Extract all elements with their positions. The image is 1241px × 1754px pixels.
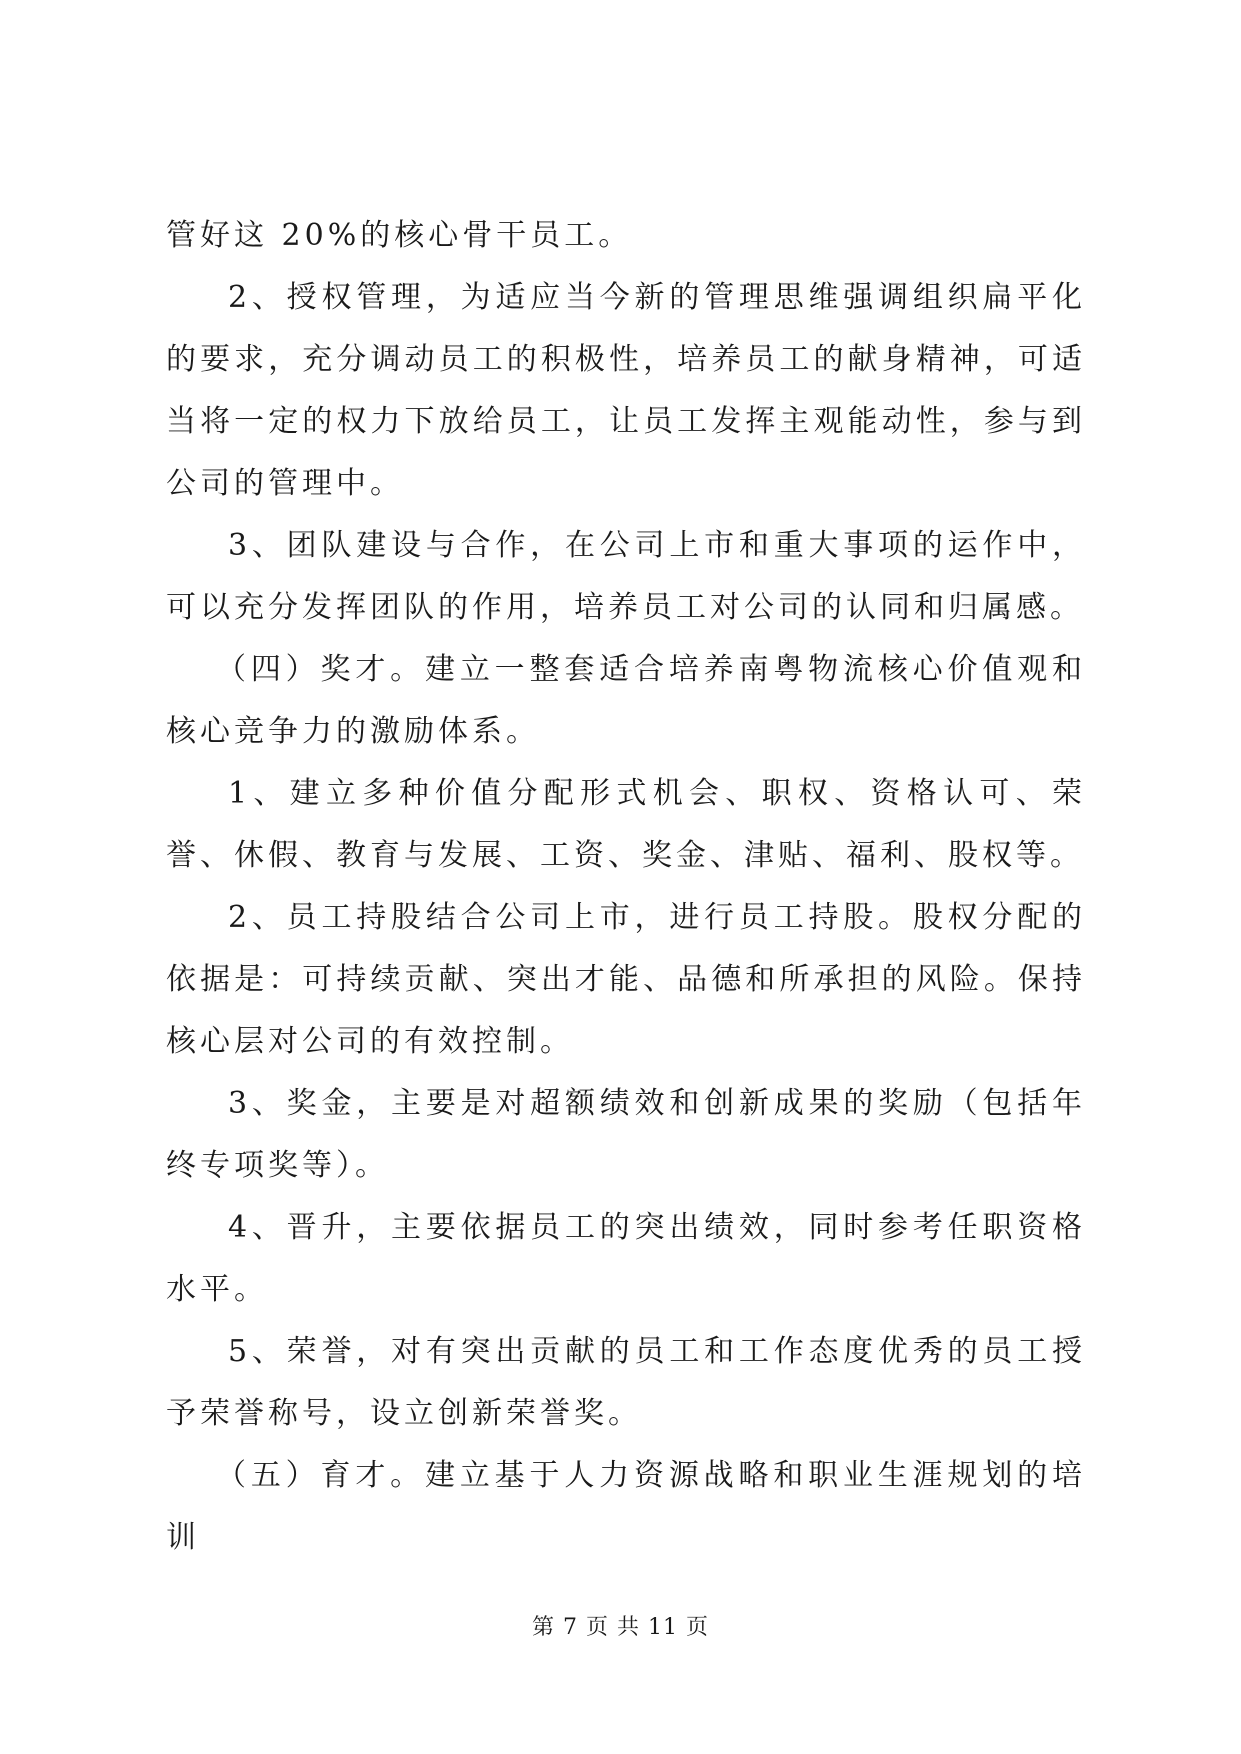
paragraph-value-distribution: 1、建立多种价值分配形式机会、职权、资格认可、荣誉、休假、教育与发展、工资、奖金、津贴、福利、股权等。 <box>166 776 1086 873</box>
document-body <box>166 205 1086 1569</box>
paragraph-authorization-management: 2、授权管理，为适应当今新的管理思维强调组织扁平化的要求，充分调动员工的积极性，培养员工的献身精神，可适当将一定的权力下放给员工，让员工发挥主观能动性，参与到公司的管理中。 <box>166 280 1086 501</box>
section-heading-reward-talent: （四）奖才。建立一整套适合培养南粤物流核心价值观和核心竞争力的激励体系。 <box>166 652 1086 749</box>
page-number-footer: 第 7 页 共 11 页 <box>532 1615 709 1640</box>
paragraph-honor: 5、荣誉，对有突出贡献的员工和工作态度优秀的员工授予荣誉称号，设立创新荣誉奖。 <box>166 1334 1086 1431</box>
paragraph-employee-stock: 2、员工持股结合公司上市，进行员工持股。股权分配的依据是：可持续贡献、突出才能、品德和所承担的风险。保持核心层对公司的有效控制。 <box>166 900 1086 1059</box>
paragraph-bonus: 3、奖金，主要是对超额绩效和创新成果的奖励（包括年终专项奖等）。 <box>166 1086 1086 1183</box>
section-heading-develop-talent: （五）育才。建立基于人力资源战略和职业生涯规划的培训 <box>166 1458 1086 1555</box>
paragraph-continuation: 管好这 20%的核心骨干员工。 <box>166 218 633 253</box>
paragraph-team-building: 3、团队建设与合作，在公司上市和重大事项的运作中，可以充分发挥团队的作用，培养员工对公司的认同和归属感。 <box>166 528 1086 625</box>
paragraph-promotion: 4、晋升，主要依据员工的突出绩效，同时参考任职资格水平。 <box>166 1210 1086 1307</box>
